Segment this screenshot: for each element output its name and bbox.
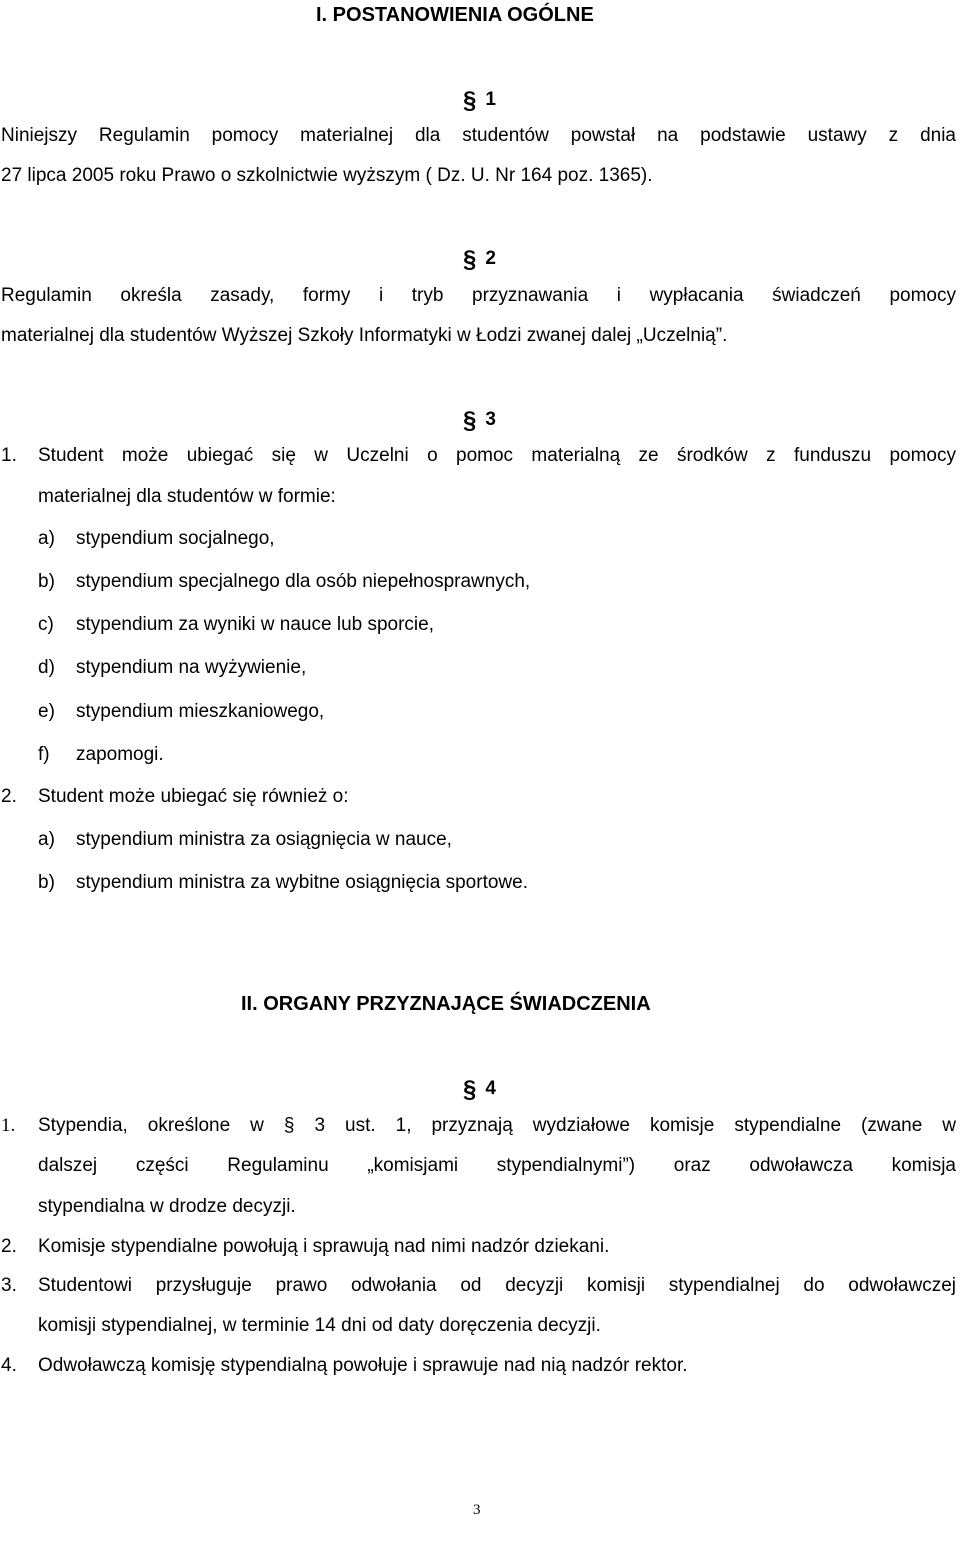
list-item-letter: b): [38, 872, 55, 893]
s1-line-1: Niniejszy Regulamin pomocy materialnej dla studentów powstał na podstawie ustawy z dnia: [1, 125, 956, 146]
page-number: 3: [473, 1502, 481, 1518]
list-item: stypendium ministra za wybitne osiągnięcia sportowe.: [76, 872, 528, 893]
section-number: 3: [485, 409, 496, 430]
list-item: zapomogi.: [76, 744, 164, 765]
s1-line-2: 27 lipca 2005 roku Prawo o szkolnictwie wyższym ( Dz. U. Nr 164 poz. 1365).: [1, 165, 653, 186]
section-2-heading: [463, 243, 496, 271]
s3-p2-number: 2.: [1, 786, 17, 807]
section-1-heading: [463, 84, 496, 112]
s3-p1-line-2: materialnej dla studentów w formie:: [38, 486, 336, 507]
section-4-heading: [463, 1073, 496, 1101]
section-number: 1: [485, 89, 496, 110]
section-symbol: §: [463, 407, 477, 434]
list-item: stypendium za wyniki w nauce lub sporcie,: [76, 614, 435, 635]
s2-line-2: materialnej dla studentów Wyższej Szkoły Informatyki w Łodzi zwanej dalej „Uczelnią”.: [1, 325, 728, 346]
section-number: 2: [485, 248, 496, 269]
list-item-letter: d): [38, 657, 55, 678]
s4-p3-line-2: komisji stypendialnej, w terminie 14 dni od daty doręczenia decyzji.: [38, 1315, 601, 1336]
list-item: stypendium mieszkaniowego,: [76, 701, 325, 722]
s3-p2-line: Student może ubiegać się również o:: [38, 786, 349, 807]
s4-p2-line: Komisje stypendialne powołują i sprawują nad nimi nadzór dziekani.: [38, 1236, 610, 1257]
list-item-letter: f): [38, 744, 50, 765]
list-item-letter: e): [38, 701, 55, 722]
s4-p1-line-2: dalszej części Regulaminu „komisjami stypendialnymi”) oraz odwoławcza komisja: [38, 1155, 956, 1176]
s4-p1-line-1: Stypendia, określone w § 3 ust. 1, przyznają wydziałowe komisje stypendialne (zwane w: [38, 1115, 956, 1136]
section-symbol: §: [463, 87, 477, 114]
list-item-letter: a): [38, 829, 55, 850]
s4-p3-number: 3.: [1, 1275, 17, 1296]
list-item: stypendium specjalnego dla osób niepełnosprawnych,: [76, 571, 531, 592]
section-symbol: §: [463, 1076, 477, 1103]
list-item-letter: a): [38, 528, 55, 549]
s4-p1-number: 1.: [1, 1115, 16, 1136]
list-item-letter: c): [38, 614, 54, 635]
s4-p4-line: Odwoławczą komisję stypendialną powołuje i sprawuje nad nią nadzór rektor.: [38, 1355, 688, 1376]
s3-p1-number: 1.: [1, 445, 17, 466]
list-item: stypendium socjalnego,: [76, 528, 275, 549]
section-symbol: §: [463, 246, 477, 273]
list-item: stypendium na wyżywienie,: [76, 657, 307, 678]
section-number: 4: [485, 1078, 496, 1099]
s4-p2-number: 2.: [1, 1236, 17, 1257]
s4-p1-line-3: stypendialna w drodze decyzji.: [38, 1196, 296, 1217]
s4-p4-number: 4.: [1, 1355, 17, 1376]
section-3-heading: [463, 404, 496, 432]
chapter-heading-2: II. ORGANY PRZYZNAJĄCE ŚWIADCZENIA: [241, 993, 651, 1015]
list-item-letter: b): [38, 571, 55, 592]
chapter-heading-1: I. POSTANOWIENIA OGÓLNE: [316, 4, 594, 26]
s3-p1-line-1: Student może ubiegać się w Uczelni o pomoc materialną ze środków z funduszu pomocy: [38, 445, 956, 466]
list-item: stypendium ministra za osiągnięcia w nauce,: [76, 829, 452, 850]
s2-line-1: Regulamin określa zasady, formy i tryb przyznawania i wypłacania świadczeń pomocy: [1, 285, 956, 306]
s4-p3-line-1: Studentowi przysługuje prawo odwołania od decyzji komisji stypendialnej do odwoławczej: [38, 1275, 956, 1296]
